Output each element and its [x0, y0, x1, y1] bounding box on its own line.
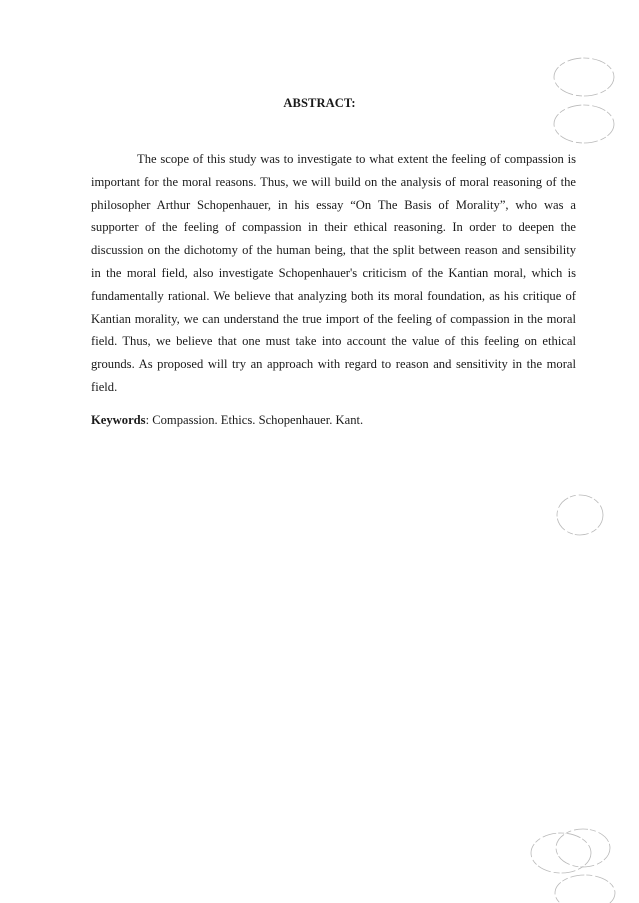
keywords-label: Keywords: [91, 413, 146, 427]
abstract-line: field.: [91, 379, 118, 394]
abstract-line: discussion on the dichotomy of the human being, that the split between reason and sensibility: [91, 243, 576, 258]
margin-circle-mark: [557, 495, 603, 535]
margin-circle-mark: [554, 58, 614, 96]
abstract-heading: ABSTRACT:: [283, 96, 356, 110]
margin-circle-mark: [531, 833, 591, 873]
abstract-line: in the moral field, also investigate Schopenhauer's criticism of the Kantian moral, which is: [91, 265, 576, 280]
margin-circle-mark: [556, 829, 610, 867]
abstract-body: [91, 148, 576, 399]
keywords-line: [91, 413, 576, 428]
margin-circle-mark: [555, 875, 615, 903]
abstract-line: supporter of the feeling of compassion in their ethical reasoning. In order to deepen the: [91, 220, 576, 235]
abstract-line: philosopher Arthur Schopenhauer, in his essay “On The Basis of Morality”, who was a: [91, 197, 576, 212]
abstract-line: The scope of this study was to investigate to what extent the feeling of compassion is: [137, 152, 576, 166]
keywords-text: : Compassion. Ethics. Schopenhauer. Kant.: [145, 413, 364, 427]
abstract-line: important for the moral reasons. Thus, we will build on the analysis of moral reasoning of the: [91, 174, 576, 189]
abstract-line: Kantian morality, we can understand the true import of the feeling of compassion in the moral: [91, 311, 576, 326]
abstract-line: field. Thus, we believe that one must take into account the value of this feeling on ethical: [91, 334, 576, 349]
abstract-line: grounds. As proposed will try an approach with regard to reason and sensitivity in the moral: [91, 357, 576, 372]
abstract-line: fundamentally rational. We believe that analyzing both its moral foundation, as his critique of: [91, 288, 576, 303]
